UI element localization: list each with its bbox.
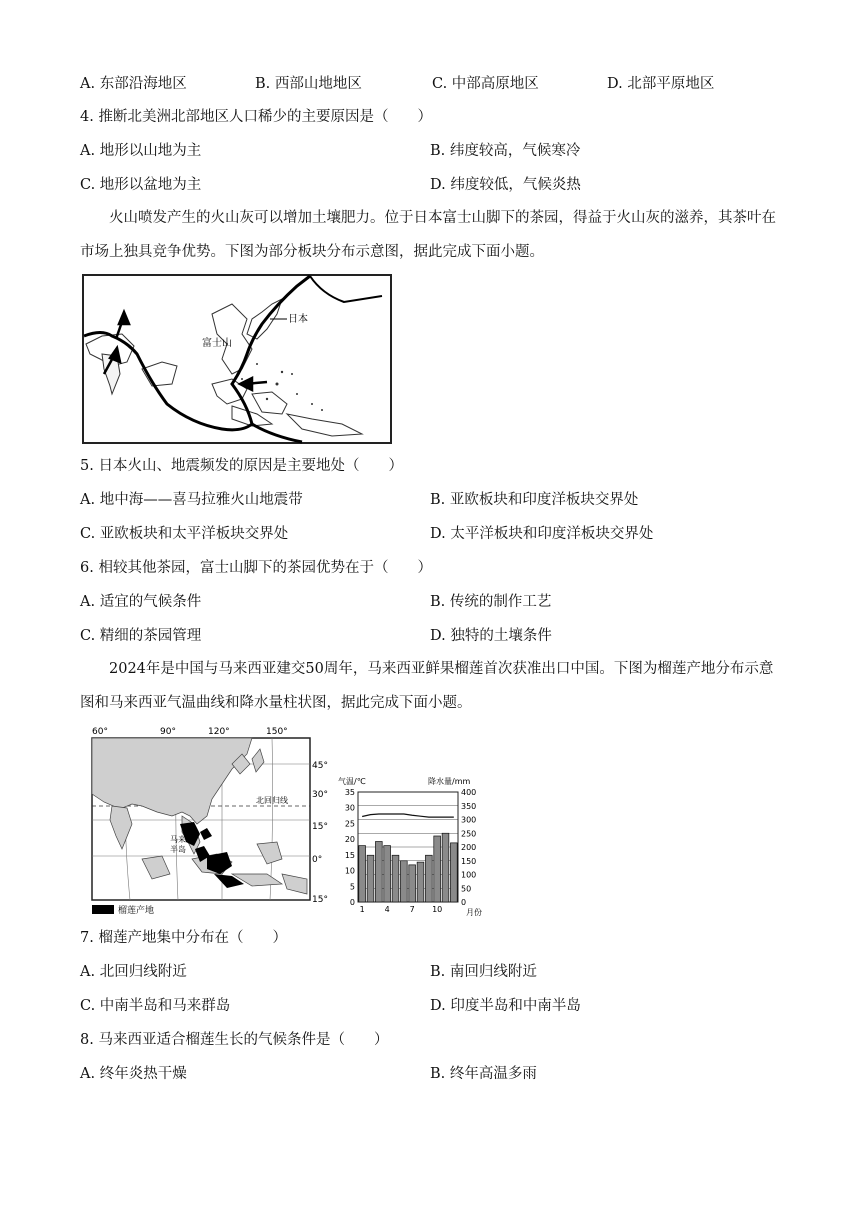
- right-tick-label: 0: [461, 898, 467, 907]
- right-tick-label: 100: [461, 870, 477, 880]
- intro-paragraph-fuji: 火山喷发产生的火山灰可以增加土壤肥力。位于日本富士山脚下的茶园，得益于火山灰的滋养，其茶叶在市场上独具竞争优势。下图为部分板块分布示意图，据此完成下面小题。: [80, 210, 776, 260]
- left-tick-label: 15: [344, 850, 355, 860]
- right-tick-label: 350: [461, 801, 477, 811]
- left-tick-label: 20: [344, 835, 355, 845]
- right-tick-label: 200: [461, 843, 477, 852]
- left-tick-label: 0: [349, 898, 355, 907]
- precipitation-bar: [367, 855, 374, 902]
- q8-option-b: B. 终年高温多雨: [430, 1066, 537, 1082]
- q4-stem: 4. 推断北美洲北部地区人口稀少的主要原因是（ ）: [80, 109, 432, 125]
- peninsula-label-2: 半岛: [170, 845, 186, 854]
- right-tick-label: 400: [461, 788, 477, 797]
- precipitation-bar: [375, 842, 382, 903]
- q4-option-a: A. 地形以山地为主: [80, 143, 202, 159]
- q3-option-d: D. 北部平原地区: [607, 76, 715, 92]
- right-tick-label: 150: [461, 856, 477, 866]
- tropic-label: 北回归线: [256, 796, 288, 805]
- q6-option-d: D. 独特的土壤条件: [430, 628, 552, 644]
- left-tick-label: 35: [344, 788, 355, 797]
- q6-stem: 6. 相较其他茶园，富士山脚下的茶园优势在于（ ）: [80, 560, 432, 576]
- japan-label: 日本: [288, 314, 308, 325]
- right-tick-label: 250: [461, 829, 477, 839]
- x-tick-label: 10: [432, 905, 443, 914]
- precipitation-bar: [434, 836, 441, 902]
- lat-label: 30°: [312, 790, 328, 800]
- q5-option-d: D. 太平洋板块和印度洋板块交界处: [430, 526, 654, 542]
- lat-label: 45°: [312, 761, 328, 771]
- left-tick-label: 5: [349, 882, 355, 892]
- q6-option-b: B. 传统的制作工艺: [430, 594, 552, 610]
- x-tick-label: 7: [409, 905, 415, 914]
- precipitation-bar: [425, 855, 432, 902]
- intro-paragraph-durian: 2024年是中国与马来西亚建交50周年，马来西亚鲜果榴莲首次获准出口中国。下图为榴莲产地分布示意图和马来西亚气温曲线和降水量柱状图，据此完成下面小题。: [80, 661, 774, 711]
- q3-option-b: B. 西部山地地区: [255, 76, 362, 92]
- precipitation-bar: [392, 855, 399, 902]
- q8-option-a: A. 终年炎热干燥: [80, 1066, 187, 1082]
- peninsula-label-1: 马来: [170, 835, 186, 844]
- lon-label: 60°: [92, 727, 108, 737]
- precipitation-bar: [450, 843, 457, 902]
- x-axis-label: 月份: [466, 908, 482, 917]
- lat-label: 15°: [312, 822, 328, 832]
- q7-option-d: D. 印度半岛和中南半岛: [430, 998, 581, 1014]
- lat-label: 15°: [312, 895, 328, 905]
- plate-boundary-map: [82, 274, 392, 444]
- malaysia-climate-chart: [338, 774, 494, 920]
- q7-option-c: C. 中南半岛和马来群岛: [80, 998, 231, 1014]
- q4-option-c: C. 地形以盆地为主: [80, 177, 202, 193]
- left-tick-label: 30: [344, 803, 355, 813]
- temperature-axis-label: 气温/℃: [338, 777, 366, 786]
- lat-label: 0°: [312, 855, 323, 865]
- legend-label: 榴莲产地: [118, 906, 155, 916]
- right-tick-label: 50: [461, 884, 472, 894]
- durian-distribution-map: [82, 724, 332, 919]
- x-tick-label: 4: [384, 905, 390, 914]
- q6-option-c: C. 精细的茶园管理: [80, 628, 202, 644]
- precipitation-bar: [400, 861, 407, 902]
- lon-label: 150°: [266, 727, 288, 737]
- q8-stem: 8. 马来西亚适合榴莲生长的气候条件是（ ）: [80, 1032, 389, 1048]
- q5-option-a: A. 地中海——喜马拉雅火山地震带: [80, 492, 303, 508]
- right-tick-label: 300: [461, 815, 477, 825]
- q7-option-b: B. 南回归线附近: [430, 964, 537, 980]
- q3-option-a: A. 东部沿海地区: [80, 76, 187, 92]
- precipitation-bar: [384, 846, 391, 902]
- legend-swatch: [92, 905, 114, 914]
- lon-label: 90°: [160, 727, 176, 737]
- fuji-label: 富士山: [202, 338, 232, 349]
- q7-stem: 7. 榴莲产地集中分布在（ ）: [80, 930, 287, 946]
- q4-option-d: D. 纬度较低，气候炎热: [430, 177, 581, 193]
- left-tick-label: 10: [344, 866, 355, 876]
- left-tick-label: 25: [344, 819, 355, 829]
- q6-option-a: A. 适宜的气候条件: [80, 594, 202, 610]
- x-tick-label: 1: [359, 905, 365, 914]
- precipitation-bar: [359, 846, 366, 902]
- precipitation-bar: [417, 862, 424, 902]
- q5-stem: 5. 日本火山、地震频发的原因是主要地处（ ）: [80, 458, 403, 474]
- q5-option-c: C. 亚欧板块和太平洋板块交界处: [80, 526, 289, 542]
- lon-label: 120°: [208, 727, 230, 737]
- precipitation-bar: [409, 865, 416, 902]
- temperature-line: [362, 814, 454, 817]
- q7-option-a: A. 北回归线附近: [80, 964, 187, 980]
- q5-option-b: B. 亚欧板块和印度洋板块交界处: [430, 492, 639, 508]
- q3-option-c: C. 中部高原地区: [432, 76, 539, 92]
- precipitation-axis-label: 降水量/mm: [428, 777, 471, 786]
- precipitation-bar: [442, 833, 449, 902]
- q4-option-b: B. 纬度较高，气候寒冷: [430, 143, 581, 159]
